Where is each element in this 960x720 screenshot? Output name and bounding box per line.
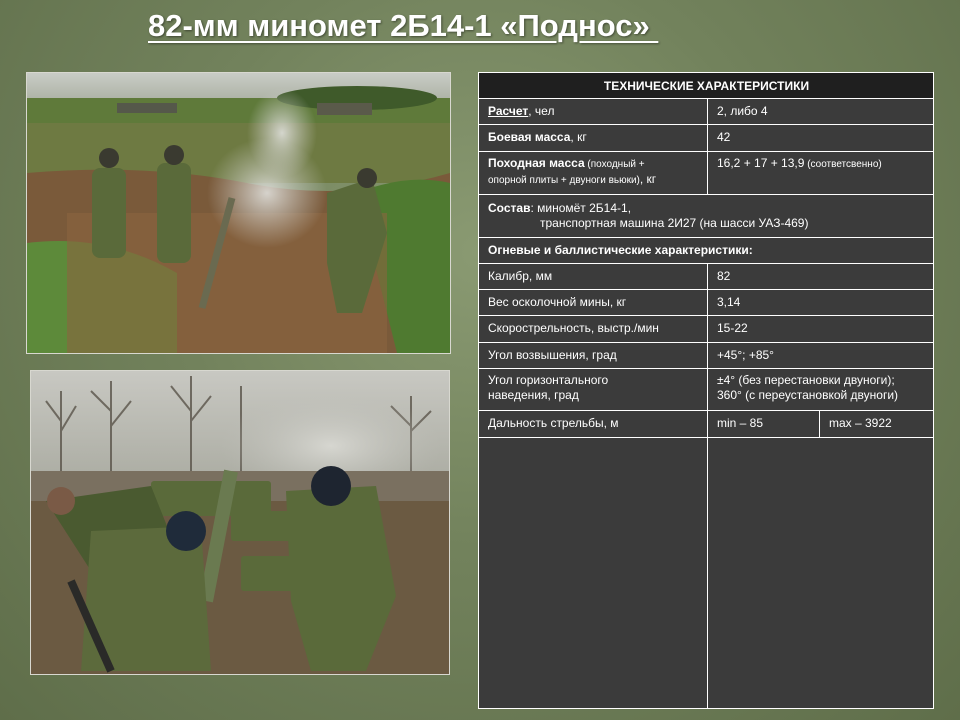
traverse-label-2: наведения, град — [488, 388, 579, 402]
table-row-caliber — [479, 264, 933, 290]
march-mass-value-cell — [708, 152, 933, 194]
range-label: Дальность стрельбы, м — [479, 411, 708, 437]
combat-mass-label: Боевая масса — [488, 130, 571, 144]
table-row-range — [479, 411, 933, 438]
composition-line-1: : миномёт 2Б14-1, — [530, 201, 632, 215]
table-row-march-mass — [479, 152, 933, 195]
traverse-value-1: ±4° (без перестановки двуноги); — [717, 373, 895, 387]
march-mass-label-cell — [479, 152, 708, 194]
elevation-label: Угол возвышения, град — [479, 343, 708, 368]
traverse-value-2: 360° (с переустановкой двуноги) — [717, 388, 899, 402]
combat-mass-label-cell — [479, 125, 708, 151]
table-empty-area — [479, 438, 933, 708]
crew-value: 2, либо 4 — [717, 104, 768, 118]
specifications-table — [478, 72, 934, 709]
table-row-crew — [479, 99, 933, 125]
march-mass-unit: , кг — [639, 172, 657, 186]
traverse-label-1: Угол горизонтального — [488, 373, 609, 387]
march-mass-value: 16,2 + 17 + 13,9 — [717, 156, 805, 170]
combat-mass-value: 42 — [717, 130, 731, 144]
caliber-label: Калибр, мм — [479, 264, 708, 289]
table-row-composition — [479, 195, 933, 238]
crew-label-cell — [479, 99, 708, 124]
march-mass-note-2: опорной плиты + двуноги вьюки) — [488, 175, 640, 186]
combat-mass-unit: , кг — [570, 130, 587, 144]
table-row-elevation — [479, 343, 933, 369]
section-title: Огневые и баллистические характеристики: — [488, 243, 753, 257]
table-header-row — [479, 73, 933, 99]
table-header: ТЕХНИЧЕСКИЕ ХАРАКТЕРИСТИКИ — [603, 79, 810, 93]
table-row-shell-weight — [479, 290, 933, 316]
table-row-combat-mass — [479, 125, 933, 152]
composition-line-2: транспортная машина 2И27 (на шасси УАЗ-469) — [540, 216, 809, 230]
shell-weight-label: Вес осколочной мины, кг — [479, 290, 708, 315]
mortar-crew-in-trench-photo — [26, 72, 451, 354]
mortar-crew-firing-photo — [30, 370, 450, 675]
rate-of-fire-label: Скорострельность, выстр./мин — [479, 316, 708, 342]
column-divider — [707, 438, 708, 708]
traverse-value-cell — [708, 369, 933, 410]
range-max-value: max – 3922 — [829, 416, 892, 430]
march-mass-note-1: (походный + — [584, 159, 645, 170]
caliber-value: 82 — [717, 269, 731, 283]
crew-label: Расчет — [488, 104, 529, 118]
table-row-rate-of-fire — [479, 316, 933, 343]
table-section-row — [479, 238, 933, 264]
shell-weight-value: 3,14 — [717, 295, 741, 309]
page-title: 82-мм миномет 2Б14-1 «Поднос» — [148, 8, 659, 43]
composition-cell — [479, 195, 933, 237]
march-mass-label: Походная масса — [488, 156, 585, 170]
march-mass-value-note: (соответсвенно) — [804, 159, 882, 170]
rate-of-fire-value: 15-22 — [717, 321, 748, 335]
elevation-value: +45°; +85° — [717, 348, 774, 362]
range-min-value: min – 85 — [708, 411, 820, 437]
crew-unit: , чел — [528, 104, 555, 118]
composition-label: Состав — [488, 201, 531, 215]
table-row-traverse — [479, 369, 933, 411]
traverse-label-cell — [479, 369, 708, 410]
